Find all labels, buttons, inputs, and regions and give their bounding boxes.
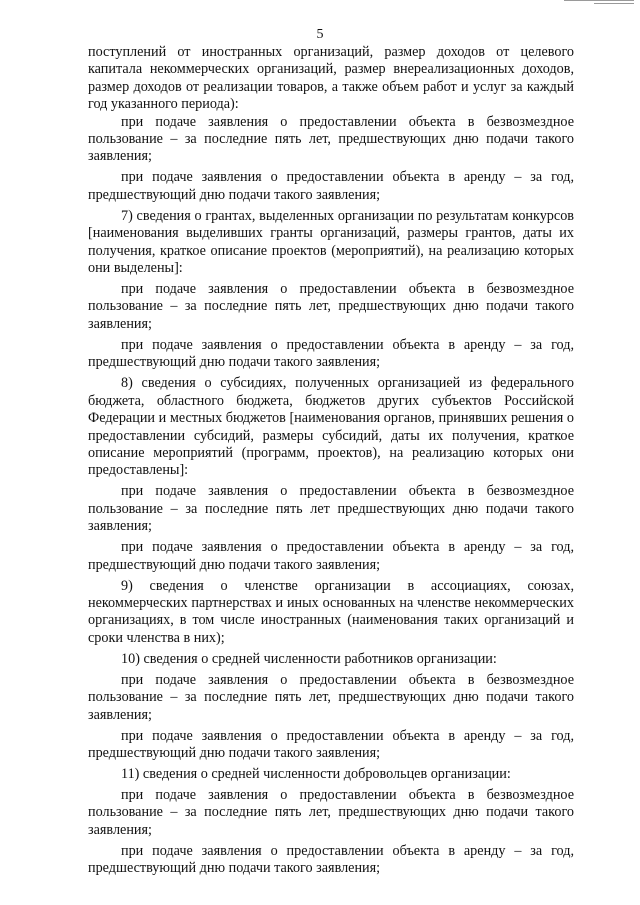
paragraph: при подаче заявления о предоставлении объекта в аренду – за год, предшествующий дню подачи такого заявления;	[88, 336, 574, 371]
paragraph: при подаче заявления о предоставлении объекта в аренду – за год, предшествующий дню подачи такого заявления;	[88, 727, 574, 761]
paragraph: 7) сведения о грантах, выделенных организации по результатам конкурсов [наименования выделивших гранты организаций, размеры грантов, даты их получения, краткое описание проектов (мероприятий), на реализацию которых они выделены]:	[88, 207, 574, 277]
document-body	[88, 44, 574, 878]
paragraph: при подаче заявления о предоставлении объекта в безвозмездное пользование – за последние пять лет предшествующих дню подачи такого заявления;	[88, 483, 574, 535]
paragraph: при подаче заявления о предоставлении объекта в аренду – за год, предшествующий дню подачи такого заявления;	[88, 539, 574, 573]
paragraph: 8) сведения о субсидиях, полученных организацией из федерального бюджета, областного бюджета, бюджетов других субъектов Российской Федерации и местных бюджетов [наименования органов, принявших решения о предоставлении субсидий, размеры субсидий, даты их получения, краткое описание мероприятий (программ, проектов), на реализацию которых они предоставлены]:	[88, 375, 574, 479]
paragraph: 10) сведения о средней численности работников организации:	[121, 650, 497, 667]
scan-edge-lines	[564, 0, 634, 4]
paragraph: 9) сведения о членстве организации в ассоциациях, союзах, некоммерческих партнерствах и иных основанных на членстве некоммерческих организациях, в том числе иностранных (наименования таких организаций и сроки членства в них);	[88, 577, 574, 646]
paragraph: 11) сведения о средней численности добровольцев организации:	[121, 765, 511, 782]
paragraph: при подаче заявления о предоставлении объекта в аренду – за год, предшествующий дню подачи такого заявления;	[88, 842, 574, 877]
paragraph: при подаче заявления о предоставлении объекта в безвозмездное пользование – за последние пять лет, предшествующих дню подачи такого заявления;	[88, 281, 574, 332]
paragraph: при подаче заявления о предоставлении объекта в безвозмездное пользование – за последние пять лет, предшествующих дню подачи такого заявления;	[88, 671, 574, 723]
paragraph: поступлений от иностранных организаций, размер доходов от целевого капитала некоммерческих организаций, размер внереализационных доходов, размер доходов от реализации товаров, а также объем работ и услуг за каждый год указанного периода):	[88, 44, 574, 113]
paragraph: при подаче заявления о предоставлении объекта в безвозмездное пользование – за последние пять лет, предшествующих дню подачи такого заявления;	[88, 786, 574, 838]
paragraph: при подаче заявления о предоставлении объекта в аренду – за год, предшествующий дню подачи такого заявления;	[88, 169, 574, 203]
page-number: 5	[316, 27, 324, 42]
paragraph: при подаче заявления о предоставлении объекта в безвозмездное пользование – за последние пять лет, предшествующих дню подачи такого заявления;	[88, 113, 574, 165]
